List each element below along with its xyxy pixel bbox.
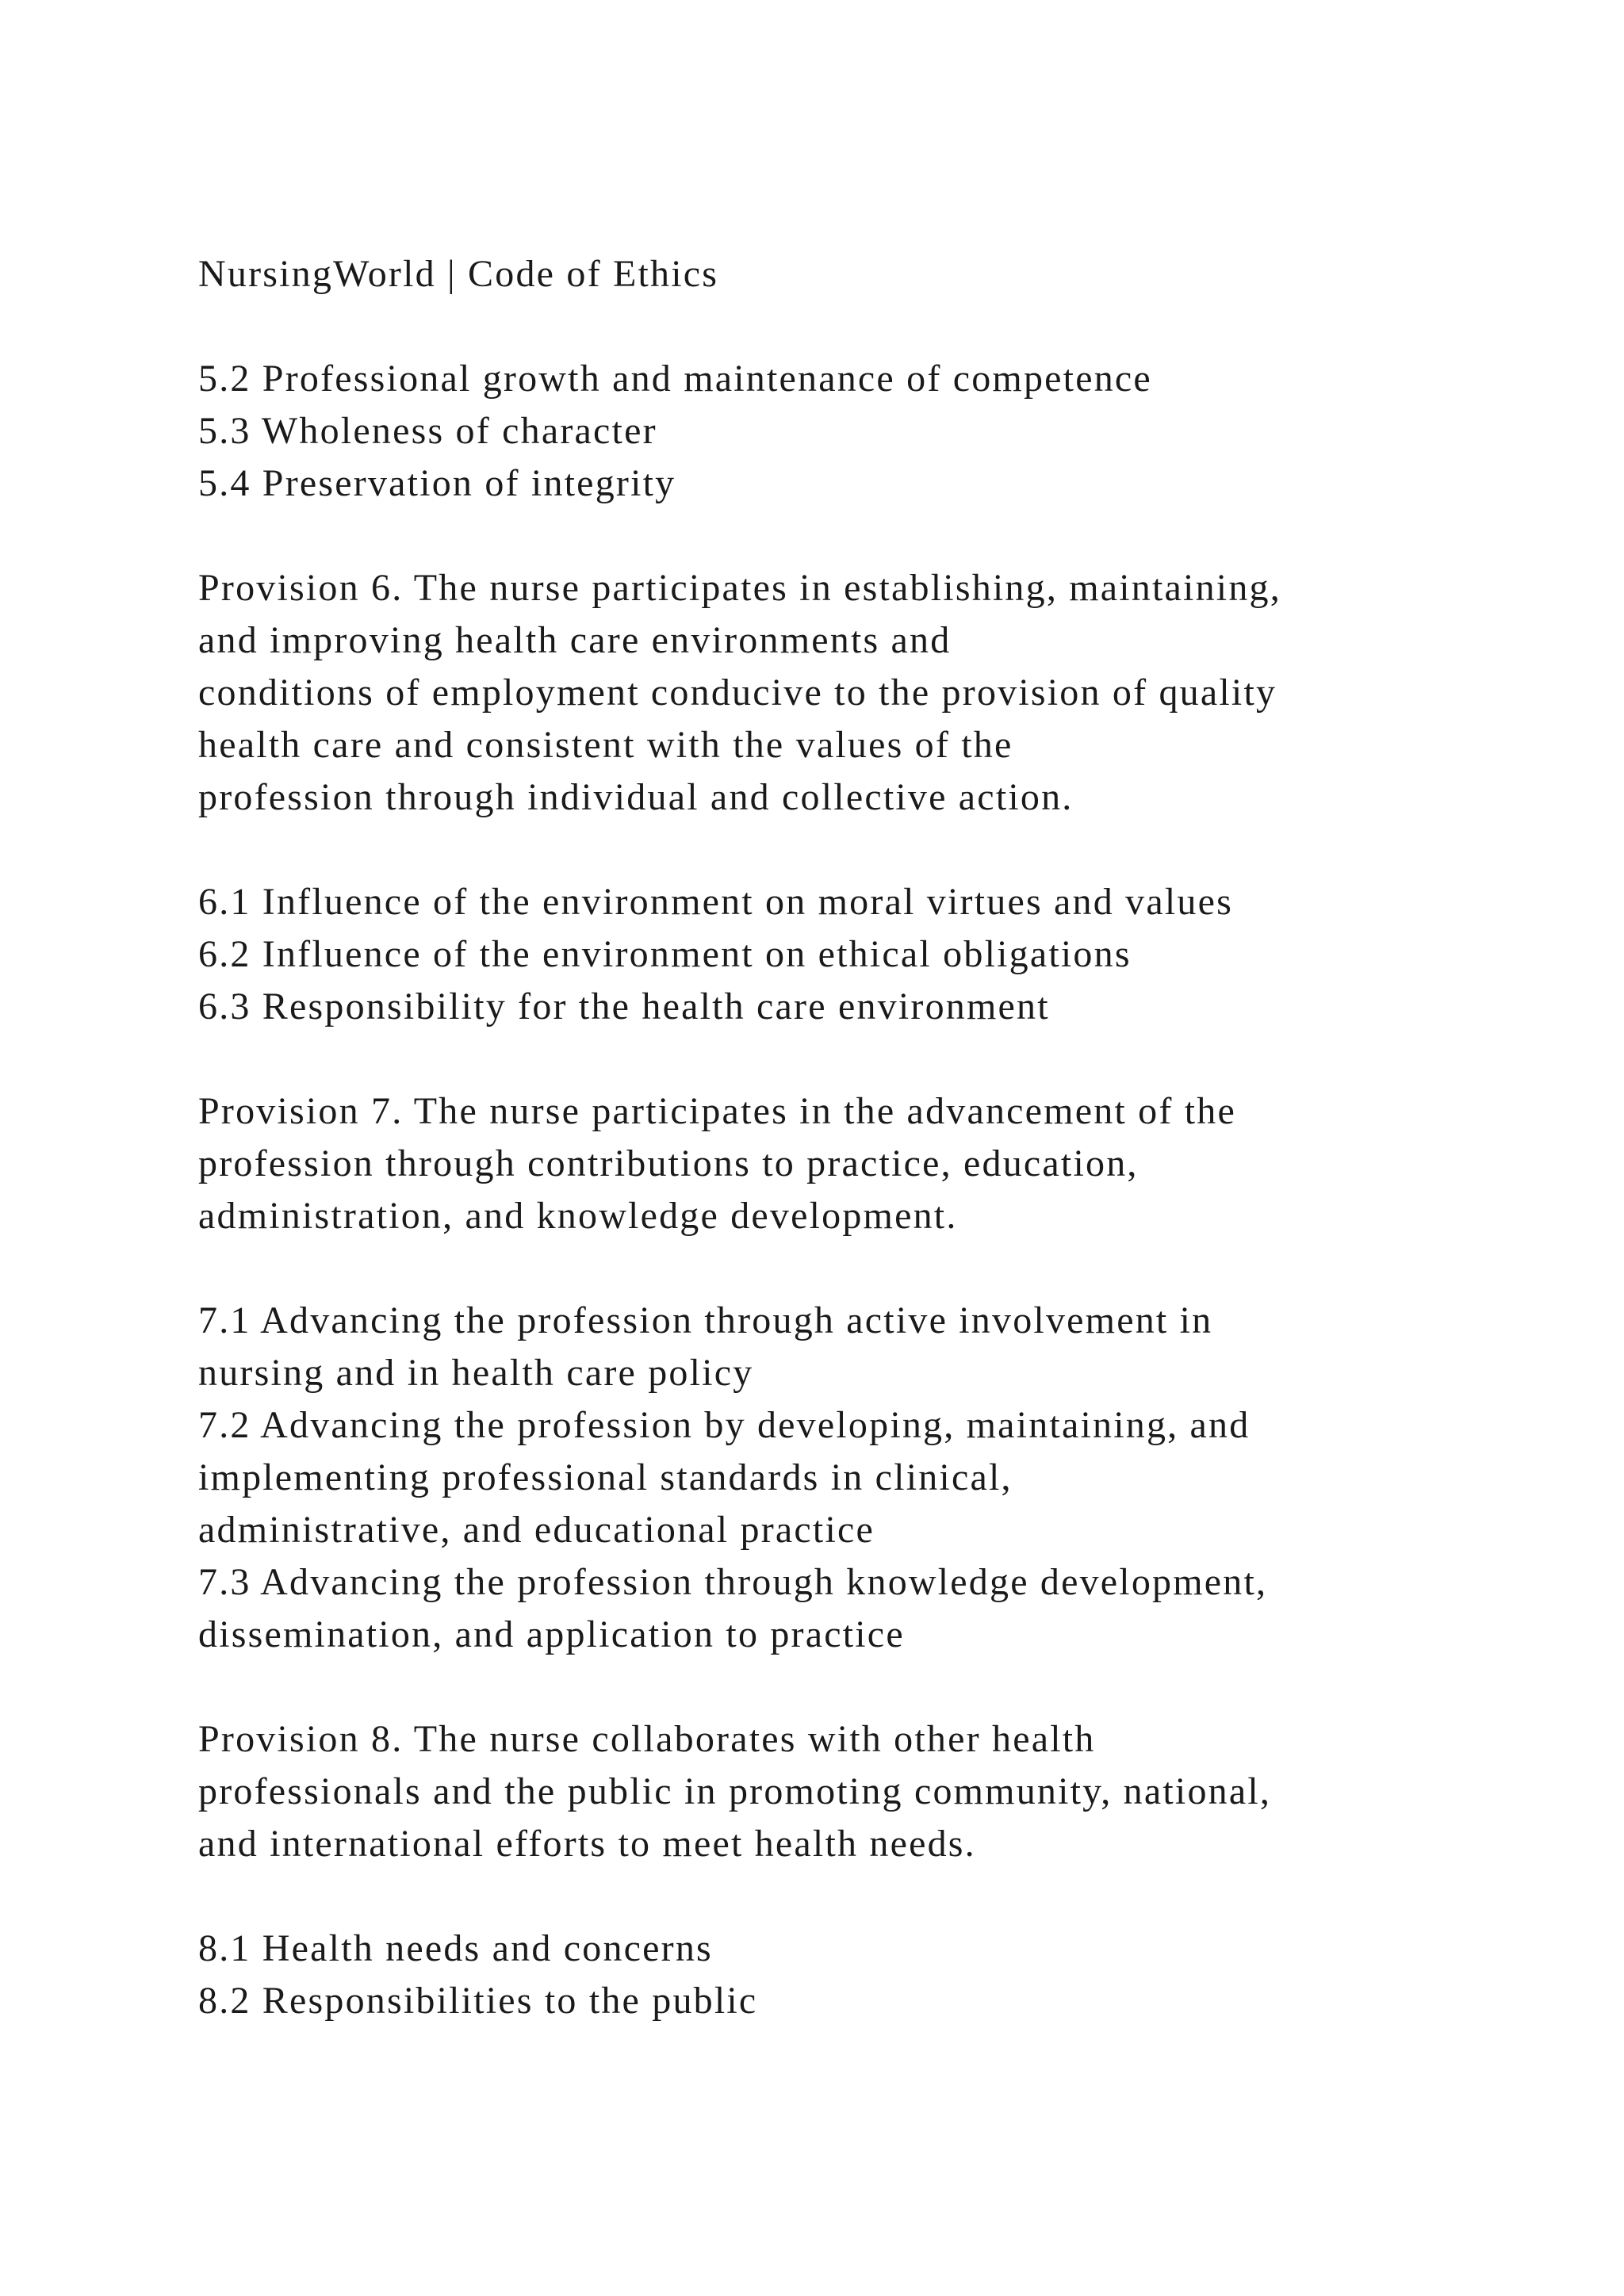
section-7-items [198, 1295, 1546, 1661]
spacer [198, 1242, 1546, 1295]
section-5-items [198, 353, 1546, 510]
list-item: 7.1 Advancing the profession through active involvement in [198, 1299, 1213, 1341]
list-item: 6.1 Influence of the environment on moral virtues and values [198, 881, 1233, 923]
paragraph-line: professionals and the public in promoting community, national, [198, 1770, 1272, 1812]
list-item: implementing professional standards in clinical, [198, 1456, 1013, 1498]
spacer [198, 1661, 1546, 1713]
list-item: 6.3 Responsibility for the health care environment [198, 985, 1050, 1027]
document-header: NursingWorld | Code of Ethics [198, 253, 719, 295]
provision-7-paragraph [198, 1085, 1546, 1242]
spacer [198, 824, 1546, 876]
section-8-items [198, 1923, 1546, 2027]
list-item: administrative, and educational practice [198, 1509, 875, 1551]
list-item: 8.1 Health needs and concerns [198, 1927, 713, 1969]
section-6-items [198, 876, 1546, 1033]
paragraph-line: and improving health care environments and [198, 619, 952, 661]
list-item: 5.3 Wholeness of character [198, 410, 657, 452]
paragraph-line: Provision 8. The nurse collaborates with other health [198, 1718, 1096, 1760]
spacer [198, 510, 1546, 562]
list-item: dissemination, and application to practice [198, 1613, 905, 1655]
provision-6-paragraph [198, 562, 1546, 824]
provision-8-paragraph [198, 1713, 1546, 1870]
list-item: 7.3 Advancing the profession through knowledge development, [198, 1561, 1268, 1603]
list-item: 7.2 Advancing the profession by developing, maintaining, and [198, 1404, 1251, 1446]
list-item: nursing and in health care policy [198, 1352, 754, 1394]
list-item: 8.2 Responsibilities to the public [198, 1980, 758, 2022]
paragraph-line: administration, and knowledge development. [198, 1195, 958, 1237]
paragraph-line: Provision 7. The nurse participates in the advancement of the [198, 1090, 1236, 1132]
spacer [198, 1870, 1546, 1923]
document-body [198, 248, 1546, 2027]
spacer [198, 1033, 1546, 1085]
list-item: 5.4 Preservation of integrity [198, 462, 676, 504]
list-item: 5.2 Professional growth and maintenance of competence [198, 358, 1152, 400]
paragraph-line: profession through individual and collective action. [198, 776, 1074, 818]
list-item: 6.2 Influence of the environment on ethical obligations [198, 933, 1132, 975]
spacer [198, 300, 1546, 353]
paragraph-line: and international efforts to meet health needs. [198, 1823, 976, 1865]
paragraph-line: conditions of employment conducive to the provision of quality [198, 672, 1277, 714]
paragraph-line: Provision 6. The nurse participates in establishing, maintaining, [198, 567, 1281, 609]
paragraph-line: profession through contributions to practice, education, [198, 1142, 1139, 1184]
paragraph-line: health care and consistent with the values of the [198, 724, 1013, 766]
